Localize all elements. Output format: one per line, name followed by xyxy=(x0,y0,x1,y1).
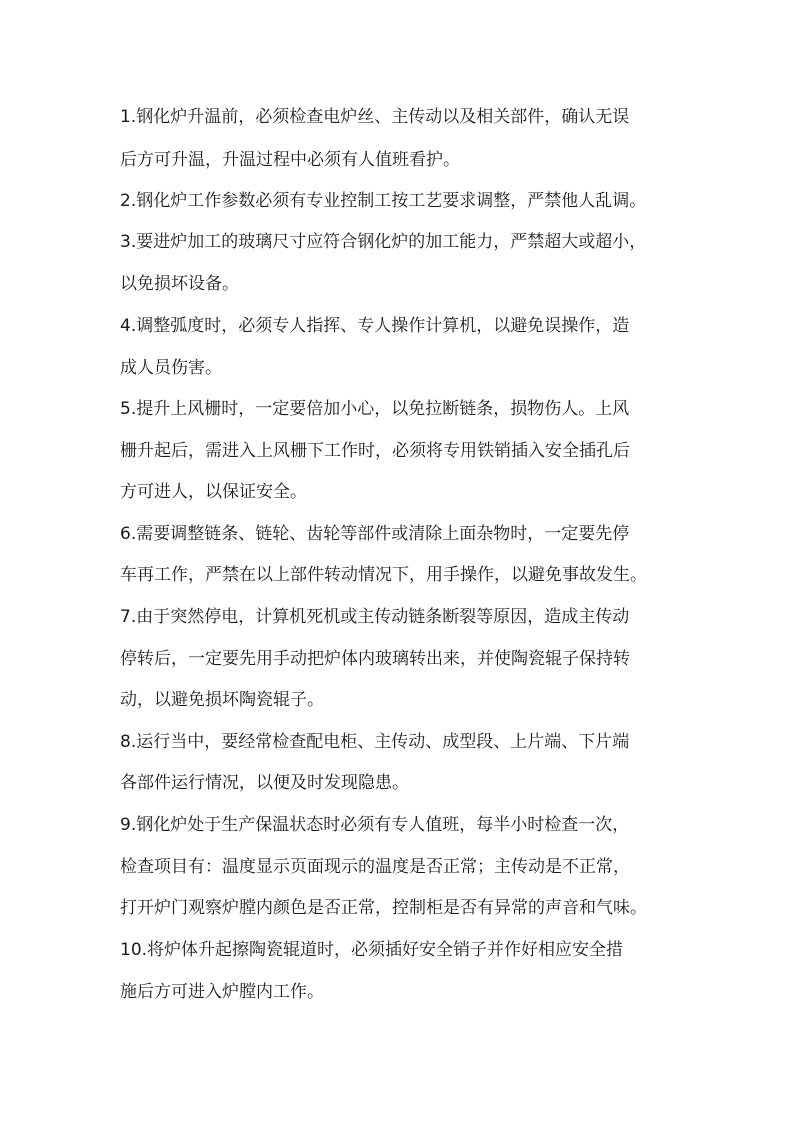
rule-10-line-1: 10.将炉体升起擦陶瓷辊道时，必须插好安全销子并作好相应安全措 xyxy=(120,940,624,960)
rule-9-line-2: 检查项目有：温度显示页面现示的温度是否正常；主传动是不正常， xyxy=(120,857,630,877)
rule-6-line-2: 车再工作，严禁在以上部件转动情况下，用手操作，以避免事故发生。 xyxy=(120,565,647,585)
rule-5-line-2: 栅升起后，需进入上风栅下工作时，必须将专用铁销插入安全插孔后 xyxy=(120,441,630,461)
rule-4-line-1: 4.调整弧度时，必须专人指挥、专人操作计算机，以避免误操作，造 xyxy=(120,316,630,336)
rule-10-line-2: 施后方可进入炉膛内工作。 xyxy=(120,982,324,1002)
rule-7-line-1: 7.由于突然停电，计算机死机或主传动链条断裂等原因，造成主传动 xyxy=(120,607,630,627)
rule-2-line-1: 2.钢化炉工作参数必须有专业控制工按工艺要求调整，严禁他人乱调。 xyxy=(120,191,647,211)
rule-1-line-1: 1.钢化炉升温前，必须检查电炉丝、主传动以及相关部件，确认无误 xyxy=(120,107,630,127)
rule-1-line-2: 后方可升温，升温过程中必须有人值班看护。 xyxy=(120,150,460,170)
rule-3-line-1: 3.要进炉加工的玻璃尺寸应符合钢化炉的加工能力，严禁超大或超小， xyxy=(120,232,647,252)
rule-5-line-3: 方可进人，以保证安全。 xyxy=(120,482,307,502)
rule-9-line-3: 打开炉门观察炉膛内颜色是否正常，控制柜是否有异常的声音和气味。 xyxy=(120,898,647,918)
rule-6-line-1: 6.需要调整链条、链轮、齿轮等部件或清除上面杂物时，一定要先停 xyxy=(120,524,630,544)
rule-8-line-1: 8.运行当中，要经常检查配电柜、主传动、成型段、上片端、下片端 xyxy=(120,732,630,752)
rule-7-line-2: 停转后，一定要先用手动把炉体内玻璃转出来，并使陶瓷辊子保持转 xyxy=(120,649,630,669)
rule-8-line-2: 各部件运行情况，以便及时发现隐患。 xyxy=(120,773,409,793)
rule-5-line-1: 5.提升上风栅时，一定要倍加小心，以免拉断链条，损物伤人。上风 xyxy=(120,399,630,419)
rule-4-line-2: 成人员伤害。 xyxy=(120,358,222,378)
rule-7-line-3: 动，以避免损坏陶瓷辊子。 xyxy=(120,690,324,710)
rule-9-line-1: 9.钢化炉处于生产保温状态时必须有专人值班，每半小时检查一次， xyxy=(120,815,630,835)
rule-3-line-2: 以免损坏设备。 xyxy=(120,274,239,294)
